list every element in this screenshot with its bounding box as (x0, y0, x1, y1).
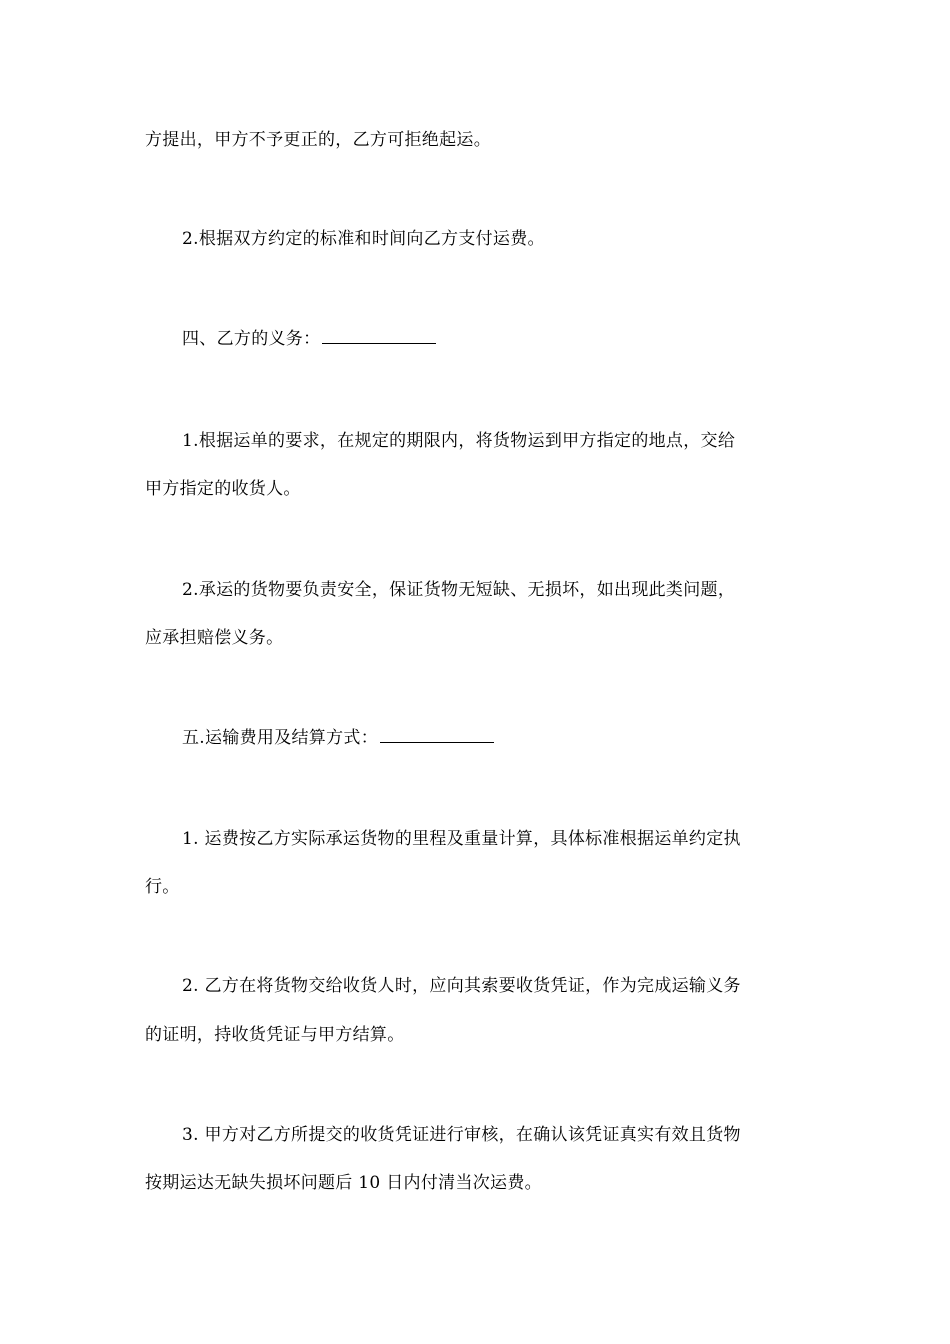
text-line-11: 2. 乙方在将货物交给收货人时，应向其索要收货凭证，作为完成运输义务 (182, 976, 741, 996)
text-line-9: 1. 运费按乙方实际承运货物的里程及重量计算，具体标准根据运单约定执 (182, 829, 741, 849)
text-line-1: 方提出，甲方不予更正的，乙方可拒绝起运。 (145, 130, 491, 150)
text-line-5: 甲方指定的收货人。 (145, 479, 301, 499)
text-line-7: 应承担赔偿义务。 (145, 628, 284, 648)
text-line-14: 按期运达无缺失损坏问题后 10 日内付清当次运费。 (145, 1173, 542, 1193)
fill-in-blank (380, 728, 494, 743)
text-line-4: 1.根据运单的要求，在规定的期限内，将货物运到甲方指定的地点，交给 (182, 431, 736, 451)
section-heading-4-label: 四、乙方的义务： (182, 329, 321, 349)
text-line-10: 行。 (145, 877, 180, 897)
section-heading-5-label: 五.运输费用及结算方式： (182, 728, 379, 748)
fill-in-blank (322, 329, 436, 344)
text-line-6: 2.承运的货物要负责安全，保证货物无短缺、无损坏，如出现此类问题， (182, 580, 736, 600)
text-line-12: 的证明，持收货凭证与甲方结算。 (145, 1025, 405, 1045)
section-heading-5 (182, 726, 494, 750)
section-heading-4 (182, 327, 436, 351)
text-line-2: 2.根据双方约定的标准和时间向乙方支付运费。 (182, 229, 545, 249)
text-line-13: 3. 甲方对乙方所提交的收货凭证进行审核，在确认该凭证真实有效且货物 (182, 1125, 741, 1145)
